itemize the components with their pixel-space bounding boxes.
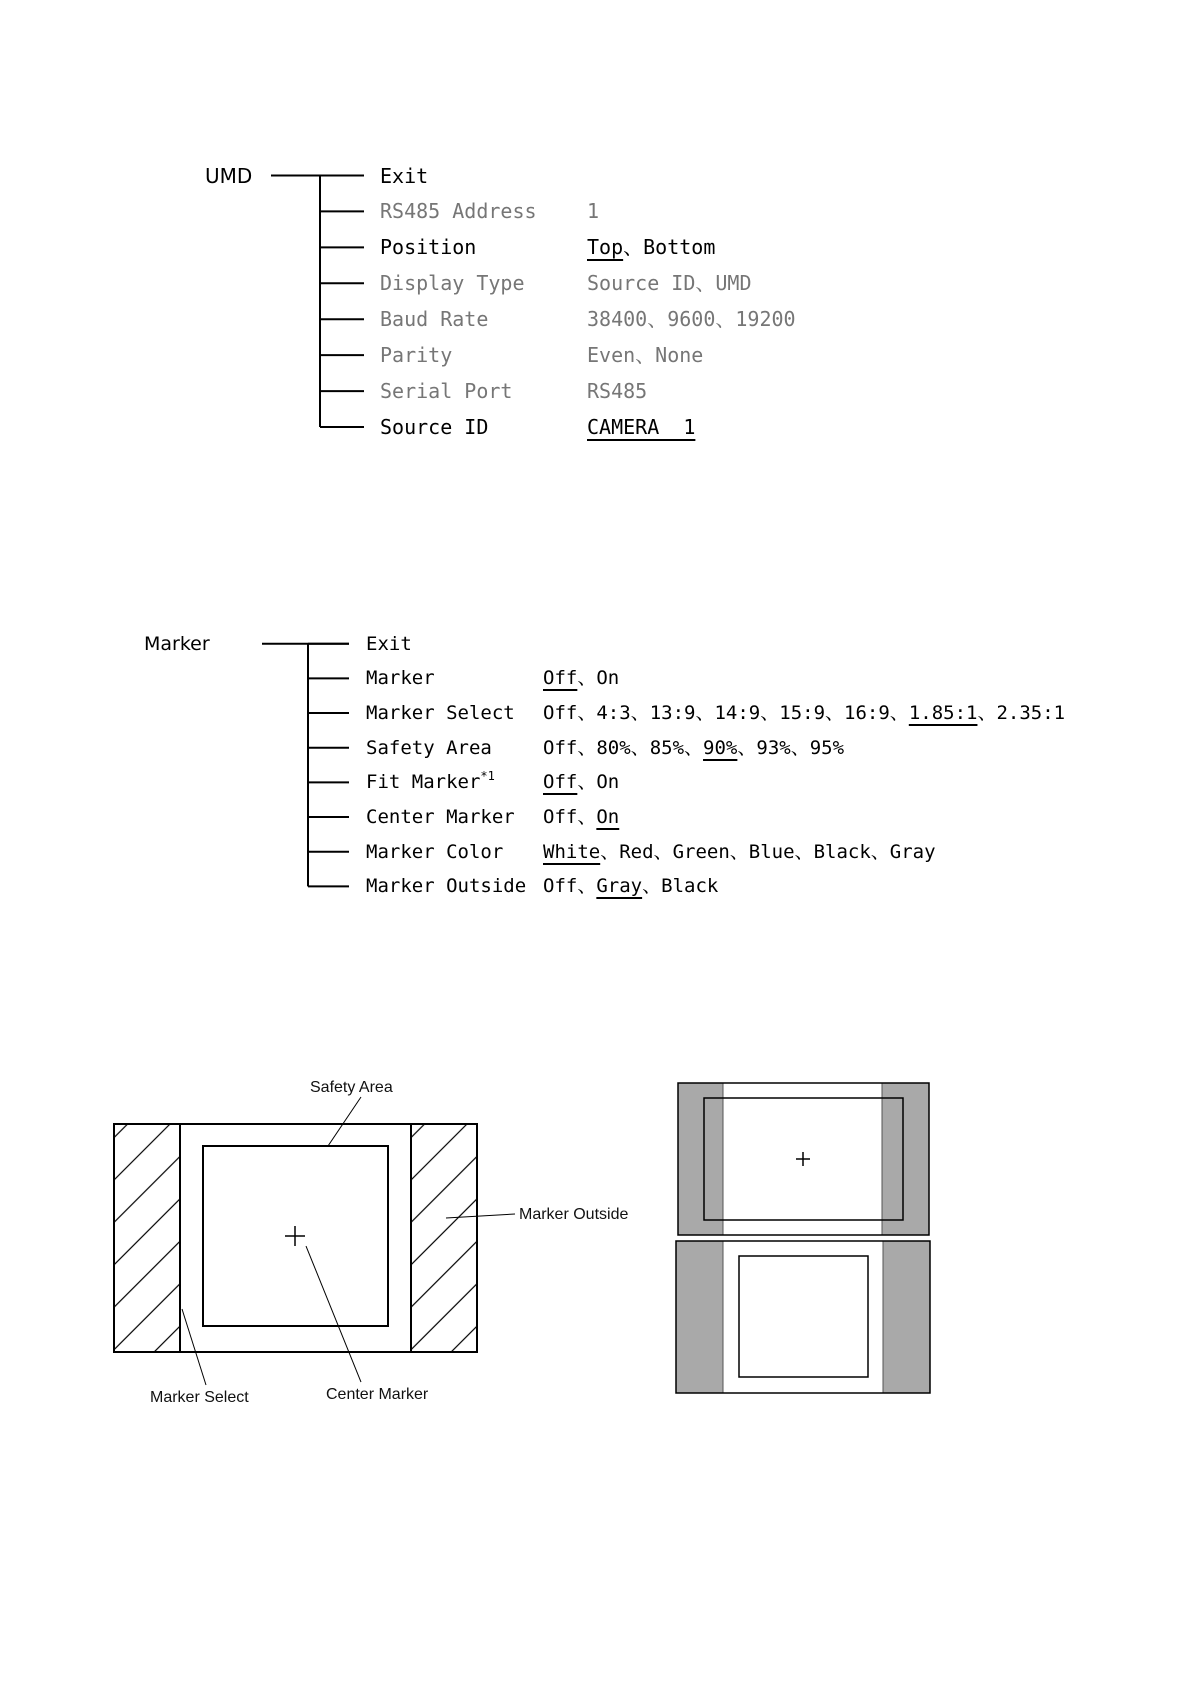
option-separator: 、 (577, 736, 597, 759)
option-black: Black (661, 875, 719, 898)
marker-select-callout: Marker Select (150, 1389, 249, 1406)
menu-item-baud-rate (380, 307, 488, 331)
menu-item-options (587, 415, 695, 439)
option-off: Off (543, 771, 578, 794)
option-separator: 、 (715, 307, 736, 332)
option-separator: 、 (889, 702, 909, 725)
option-separator: 、 (630, 736, 650, 759)
menu-item-label: Serial Port (380, 379, 513, 404)
option-separator: 、 (577, 875, 597, 898)
option-separator: 、 (577, 771, 597, 794)
safety-area-callout: Safety Area (310, 1079, 393, 1096)
menu-item-rs485-address (380, 199, 537, 223)
option-95: 95% (809, 736, 845, 759)
option-80: 80% (596, 736, 631, 759)
center-marker-leader (306, 1246, 361, 1382)
option-separator: 、 (623, 235, 644, 260)
option-bottom: Bottom (643, 235, 716, 260)
option-separator: 、 (695, 271, 716, 296)
marker-outside-left-area (114, 1124, 180, 1352)
menu-item-serial-port (380, 379, 512, 403)
menu-item-center-marker (366, 805, 515, 829)
option-on: On (596, 667, 620, 690)
option-separator: 、 (630, 702, 650, 725)
menu-item-options (587, 343, 703, 367)
option-separator: 、 (635, 343, 656, 368)
menu-item-safety-area (366, 736, 492, 760)
menu-item-label: Exit (366, 632, 412, 655)
menu-item-options (543, 840, 936, 864)
menu-item-label: Marker Select (366, 702, 515, 725)
option-separator: 、 (870, 840, 890, 863)
marker-outside-callout: Marker Outside (519, 1206, 629, 1223)
option-source-id: Source ID (587, 271, 696, 296)
center-marker-callout: Center Marker (326, 1386, 429, 1403)
option-1-85-1: 1.85:1 (908, 702, 978, 725)
marker-outside-left-band (676, 1241, 723, 1393)
option-separator: 、 (729, 840, 749, 863)
option-separator: 、 (653, 840, 673, 863)
option-gray: Gray (889, 840, 936, 863)
footnote-marker: *1 (480, 769, 495, 784)
option-separator: 、 (577, 702, 597, 725)
menu-item-exit (380, 164, 428, 188)
option-separator: 、 (790, 736, 810, 759)
menu-item-label: Marker (366, 667, 435, 690)
option-black: Black (813, 840, 871, 863)
option-90: 90% (703, 736, 738, 759)
option-off: Off (543, 736, 578, 759)
option-38400: 38400 (587, 307, 648, 332)
option-13-9: 13:9 (649, 702, 696, 725)
option-19200: 19200 (735, 307, 796, 332)
marker-menu-title: Marker (144, 632, 210, 655)
option-separator: 、 (684, 736, 704, 759)
menu-item-label: Center Marker (366, 806, 515, 829)
menu-item-label: Safety Area (366, 736, 492, 759)
option-top: Top (587, 235, 624, 260)
center-marker-cross (285, 1226, 305, 1246)
option-93: 93% (756, 736, 791, 759)
option-separator: 、 (577, 806, 597, 829)
option-separator: 、 (577, 667, 597, 690)
menu-item-options (543, 805, 619, 829)
option-15-9: 15:9 (779, 702, 826, 725)
option-red: Red (619, 840, 654, 863)
option-14-9: 14:9 (714, 702, 761, 725)
menu-item-label: Source ID (380, 415, 489, 439)
option-off: Off (543, 806, 578, 829)
menu-item-label: Marker Color (366, 840, 504, 863)
option-separator: 、 (977, 702, 997, 725)
menu-item-label: RS485 Address (380, 199, 537, 224)
option-4-3: 4:3 (596, 702, 631, 725)
option-separator: 、 (794, 840, 814, 863)
menu-item-marker-outside (366, 874, 526, 898)
option-gray: Gray (596, 875, 643, 898)
menu-item-options (587, 199, 599, 223)
menu-item-marker-select (366, 701, 515, 725)
option-2-35-1: 2.35:1 (996, 702, 1066, 725)
menu-item-label: Display Type (380, 271, 525, 296)
safety-area-leader (328, 1097, 361, 1146)
option-green: Green (672, 840, 730, 863)
option-umd: UMD (715, 271, 752, 296)
option-separator: 、 (600, 840, 620, 863)
menu-item-label: Marker Outside (366, 875, 527, 898)
example-frame-with-fit-marker (676, 1241, 930, 1393)
option-camera-1: CAMERA 1 (587, 415, 696, 439)
example-frame-with-safety-area (678, 1083, 929, 1235)
menu-item-exit (366, 632, 412, 656)
menu-item-position (380, 235, 476, 259)
menu-item-marker (366, 666, 435, 690)
menu-item-options (587, 235, 715, 259)
option-off: Off (543, 875, 578, 898)
menu-item-label: Baud Rate (380, 307, 489, 332)
option-white: White (543, 840, 601, 863)
menu-item-options (587, 307, 796, 331)
option-rs485: RS485 (587, 379, 648, 404)
marker-layout-diagram (114, 1079, 628, 1406)
option-85: 85% (649, 736, 685, 759)
option-9600: 9600 (667, 307, 716, 332)
menu-item-label: Position (380, 235, 477, 260)
menu-item-parity (380, 343, 452, 367)
marker-outside-left-band (678, 1083, 723, 1235)
marker-outside-right-band (882, 1083, 929, 1235)
menu-item-fit-marker (366, 770, 495, 794)
option-even: Even (587, 343, 636, 368)
option-separator: 、 (695, 702, 715, 725)
menu-item-label: Exit (380, 163, 429, 188)
option-separator: 、 (647, 307, 668, 332)
option-on: On (596, 806, 620, 829)
umd-menu-title: UMD (205, 163, 253, 188)
marker-outside-right-band (883, 1241, 930, 1393)
option-separator: 、 (737, 736, 757, 759)
option-separator: 、 (825, 702, 845, 725)
option-blue: Blue (748, 840, 795, 863)
menu-item-options (543, 701, 1065, 725)
option-16-9: 16:9 (844, 702, 890, 725)
menu-item-label: Parity (380, 343, 453, 368)
option-none: None (655, 343, 704, 368)
menu-item-source-id (380, 415, 488, 439)
menu-item-label: Fit Marker (366, 771, 481, 794)
option-off: Off (543, 702, 578, 725)
option-1: 1 (587, 199, 600, 224)
menu-item-options (587, 379, 647, 403)
menu-item-options (543, 770, 619, 794)
menu-item-display-type (380, 271, 525, 295)
menu-item-options (543, 736, 844, 760)
menu-item-options (543, 666, 619, 690)
option-off: Off (543, 667, 578, 690)
option-separator: 、 (642, 875, 662, 898)
menu-item-options (587, 271, 752, 295)
option-on: On (596, 771, 620, 794)
menu-item-options (543, 874, 718, 898)
marker-outside-right-area (411, 1124, 477, 1352)
menu-item-marker-color (366, 840, 503, 864)
option-separator: 、 (760, 702, 780, 725)
